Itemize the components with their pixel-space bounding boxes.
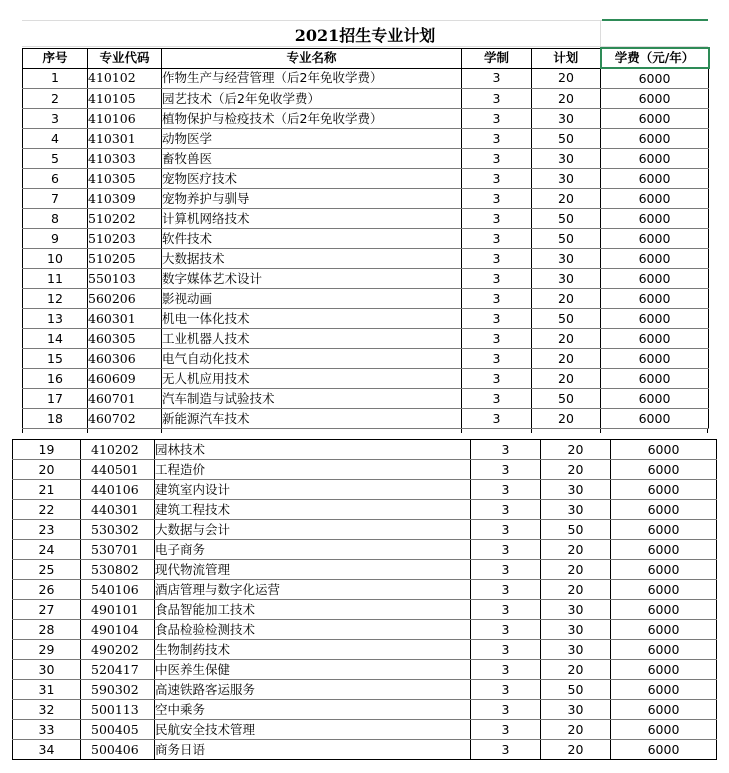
cell-seq[interactable]: 21 xyxy=(13,480,81,500)
table-row xyxy=(23,389,709,409)
cell-name[interactable]: 无人机应用技术 xyxy=(162,369,462,389)
cell-plan[interactable]: 50 xyxy=(532,129,601,149)
cell-name[interactable]: 食品智能加工技术 xyxy=(155,600,471,620)
table-row xyxy=(13,480,717,500)
plan-table-bottom xyxy=(12,439,717,760)
cell-fee[interactable]: 6000 xyxy=(601,189,709,209)
cell-code[interactable]: 410105 xyxy=(88,89,162,109)
cell-years[interactable]: 3 xyxy=(462,68,532,89)
cell-name[interactable]: 大数据与会计 xyxy=(155,520,471,540)
cell-seq[interactable]: 18 xyxy=(23,409,88,429)
cell-plan[interactable]: 20 xyxy=(532,329,601,349)
cell-fee[interactable]: 6000 xyxy=(601,289,709,309)
cell-seq[interactable]: 20 xyxy=(13,460,81,480)
cell-plan[interactable]: 20 xyxy=(541,580,611,600)
cell-code[interactable]: 460609 xyxy=(88,369,162,389)
cell-seq[interactable]: 1 xyxy=(23,68,88,89)
table-row xyxy=(13,640,717,660)
cell-fee[interactable]: 6000 xyxy=(611,460,717,480)
cell-fee[interactable]: 6000 xyxy=(601,409,709,429)
table-row xyxy=(23,229,709,249)
cell-seq[interactable]: 31 xyxy=(13,680,81,700)
cell-years[interactable]: 3 xyxy=(471,740,541,760)
cell-code[interactable]: 540106 xyxy=(81,580,155,600)
cell-fee[interactable]: 6000 xyxy=(601,329,709,349)
cell-plan[interactable]: 20 xyxy=(541,740,611,760)
cell-seq[interactable]: 17 xyxy=(23,389,88,409)
cell-name[interactable]: 电气自动化技术 xyxy=(162,349,462,369)
cell-name[interactable]: 园艺技术（后2年免收学费） xyxy=(162,89,462,109)
cell-plan[interactable]: 50 xyxy=(532,229,601,249)
cell-fee[interactable]: 6000 xyxy=(601,369,709,389)
cell-plan[interactable]: 20 xyxy=(532,409,601,429)
cell-plan[interactable]: 20 xyxy=(532,369,601,389)
cell-seq[interactable]: 12 xyxy=(23,289,88,309)
cell-seq[interactable]: 13 xyxy=(23,309,88,329)
cell-code[interactable]: 550103 xyxy=(88,269,162,289)
cell-fee[interactable]: 6000 xyxy=(611,660,717,680)
cell-fee[interactable]: 6000 xyxy=(611,520,717,540)
cell-years[interactable]: 3 xyxy=(471,720,541,740)
cell-plan[interactable]: 30 xyxy=(532,149,601,169)
cell-years[interactable]: 3 xyxy=(471,460,541,480)
cell-code[interactable]: 460702 xyxy=(88,409,162,429)
cell-plan[interactable]: 20 xyxy=(541,460,611,480)
cell-years[interactable]: 3 xyxy=(462,189,532,209)
cell-name[interactable]: 现代物流管理 xyxy=(155,560,471,580)
header-years[interactable]: 学制 xyxy=(462,48,532,68)
cell-code[interactable]: 440301 xyxy=(81,500,155,520)
cell-plan[interactable]: 20 xyxy=(541,560,611,580)
truncated-row-edge xyxy=(22,429,708,433)
cell-years[interactable]: 3 xyxy=(471,440,541,460)
cell-seq[interactable]: 15 xyxy=(23,349,88,369)
header-row xyxy=(23,48,709,68)
cell-fee[interactable]: 6000 xyxy=(611,700,717,720)
cell-fee[interactable]: 6000 xyxy=(611,580,717,600)
table-row xyxy=(23,189,709,209)
table-row xyxy=(13,720,717,740)
cell-fee[interactable]: 6000 xyxy=(601,269,709,289)
cell-name[interactable]: 商务日语 xyxy=(155,740,471,760)
cell-plan[interactable]: 50 xyxy=(541,520,611,540)
cell-name[interactable]: 宠物养护与驯导 xyxy=(162,189,462,209)
cell-code[interactable]: 490104 xyxy=(81,620,155,640)
cell-fee[interactable]: 6000 xyxy=(611,740,717,760)
cell-plan[interactable]: 30 xyxy=(541,620,611,640)
sheet-title: 2021招生专业计划 xyxy=(294,26,436,45)
cell-code[interactable]: 530802 xyxy=(81,560,155,580)
cell-seq[interactable]: 19 xyxy=(13,440,81,460)
cell-fee[interactable]: 6000 xyxy=(611,440,717,460)
cell-plan[interactable]: 20 xyxy=(541,540,611,560)
cell-seq[interactable]: 4 xyxy=(23,129,88,149)
cell-years[interactable]: 3 xyxy=(462,329,532,349)
cell-name[interactable]: 畜牧兽医 xyxy=(162,149,462,169)
cell-years[interactable]: 3 xyxy=(471,500,541,520)
cell-seq[interactable]: 5 xyxy=(23,149,88,169)
cell-code[interactable]: 560206 xyxy=(88,289,162,309)
header-seq[interactable]: 序号 xyxy=(23,48,88,68)
cell-seq[interactable]: 30 xyxy=(13,660,81,680)
table-row xyxy=(23,169,709,189)
cell-fee[interactable]: 6000 xyxy=(611,620,717,640)
cell-name[interactable]: 新能源汽车技术 xyxy=(162,409,462,429)
cell-name[interactable]: 酒店管理与数字化运营 xyxy=(155,580,471,600)
cell-plan[interactable]: 20 xyxy=(532,289,601,309)
cell-name[interactable]: 大数据技术 xyxy=(162,249,462,269)
cell-code[interactable]: 520417 xyxy=(81,660,155,680)
cell-years[interactable]: 3 xyxy=(471,580,541,600)
cell-seq[interactable]: 27 xyxy=(13,600,81,620)
cell-years[interactable]: 3 xyxy=(471,600,541,620)
cell-name[interactable]: 工业机器人技术 xyxy=(162,329,462,349)
cell-years[interactable]: 3 xyxy=(462,229,532,249)
cell-seq[interactable]: 14 xyxy=(23,329,88,349)
cell-seq[interactable]: 6 xyxy=(23,169,88,189)
top-sheet xyxy=(22,20,708,433)
cell-years[interactable]: 3 xyxy=(462,309,532,329)
cell-seq[interactable]: 7 xyxy=(23,189,88,209)
cell-plan[interactable]: 50 xyxy=(541,680,611,700)
cell-fee[interactable]: 6000 xyxy=(601,309,709,329)
cell-code[interactable]: 410106 xyxy=(88,109,162,129)
cell-name[interactable]: 食品检验检测技术 xyxy=(155,620,471,640)
cell-seq[interactable]: 26 xyxy=(13,580,81,600)
cell-seq[interactable]: 33 xyxy=(13,720,81,740)
cell-years[interactable]: 3 xyxy=(462,109,532,129)
cell-plan[interactable]: 50 xyxy=(532,389,601,409)
cell-plan[interactable]: 50 xyxy=(532,209,601,229)
cell-plan[interactable]: 30 xyxy=(532,269,601,289)
cell-plan[interactable]: 30 xyxy=(541,700,611,720)
cell-years[interactable]: 3 xyxy=(462,409,532,429)
cell-years[interactable]: 3 xyxy=(462,269,532,289)
table-row xyxy=(13,440,717,460)
title-divider xyxy=(600,21,601,46)
cell-code[interactable]: 500113 xyxy=(81,700,155,720)
header-plan[interactable]: 计划 xyxy=(532,48,601,68)
cell-plan[interactable]: 30 xyxy=(541,480,611,500)
cell-name[interactable]: 工程造价 xyxy=(155,460,471,480)
cell-plan[interactable]: 30 xyxy=(532,249,601,269)
cell-seq[interactable]: 9 xyxy=(23,229,88,249)
table-row xyxy=(23,109,709,129)
cell-years[interactable]: 3 xyxy=(471,700,541,720)
cell-years[interactable]: 3 xyxy=(471,620,541,640)
cell-plan[interactable]: 20 xyxy=(532,189,601,209)
title-row xyxy=(22,20,708,47)
cell-fee[interactable]: 6000 xyxy=(601,249,709,269)
cell-seq[interactable]: 8 xyxy=(23,209,88,229)
cell-fee[interactable]: 6000 xyxy=(601,109,709,129)
cell-code[interactable]: 490202 xyxy=(81,640,155,660)
cell-seq[interactable]: 24 xyxy=(13,540,81,560)
table-row xyxy=(13,520,717,540)
table-row xyxy=(13,600,717,620)
cell-fee[interactable]: 6000 xyxy=(601,129,709,149)
cell-years[interactable]: 3 xyxy=(462,249,532,269)
cell-code[interactable]: 500406 xyxy=(81,740,155,760)
cell-plan[interactable]: 30 xyxy=(541,640,611,660)
cell-selection-marker xyxy=(602,19,708,21)
cell-fee[interactable]: 6000 xyxy=(601,349,709,369)
cell-fee[interactable]: 6000 xyxy=(611,600,717,620)
cell-plan[interactable]: 20 xyxy=(532,68,601,89)
table-row xyxy=(23,249,709,269)
table-row xyxy=(23,209,709,229)
cell-code[interactable]: 490101 xyxy=(81,600,155,620)
cell-code[interactable]: 460701 xyxy=(88,389,162,409)
table-row xyxy=(13,620,717,640)
cell-code[interactable]: 440106 xyxy=(81,480,155,500)
table-row xyxy=(23,329,709,349)
cell-name[interactable]: 中医养生保健 xyxy=(155,660,471,680)
cell-fee[interactable]: 6000 xyxy=(601,389,709,409)
table-row xyxy=(23,409,709,429)
cell-seq[interactable]: 11 xyxy=(23,269,88,289)
cell-name[interactable]: 汽车制造与试验技术 xyxy=(162,389,462,409)
cell-years[interactable]: 3 xyxy=(471,560,541,580)
cell-seq[interactable]: 2 xyxy=(23,89,88,109)
cell-name[interactable]: 动物医学 xyxy=(162,129,462,149)
cell-fee[interactable]: 6000 xyxy=(601,89,709,109)
cell-name[interactable]: 高速铁路客运服务 xyxy=(155,680,471,700)
cell-code[interactable]: 460306 xyxy=(88,349,162,369)
cell-name[interactable]: 建筑工程技术 xyxy=(155,500,471,520)
cell-plan[interactable]: 50 xyxy=(532,309,601,329)
cell-fee[interactable]: 6000 xyxy=(611,560,717,580)
cell-plan[interactable]: 30 xyxy=(532,169,601,189)
cell-code[interactable]: 410301 xyxy=(88,129,162,149)
table-row xyxy=(13,500,717,520)
header-code[interactable]: 专业代码 xyxy=(88,48,162,68)
cell-years[interactable]: 3 xyxy=(471,640,541,660)
cell-code[interactable]: 530701 xyxy=(81,540,155,560)
cell-fee[interactable]: 6000 xyxy=(611,540,717,560)
cell-code[interactable]: 500405 xyxy=(81,720,155,740)
table-row xyxy=(23,269,709,289)
cell-seq[interactable]: 34 xyxy=(13,740,81,760)
cell-seq[interactable]: 16 xyxy=(23,369,88,389)
table-row xyxy=(13,540,717,560)
cell-name[interactable]: 宠物医疗技术 xyxy=(162,169,462,189)
cell-code[interactable]: 410305 xyxy=(88,169,162,189)
cell-years[interactable]: 3 xyxy=(462,89,532,109)
cell-seq[interactable]: 22 xyxy=(13,500,81,520)
cell-code[interactable]: 510202 xyxy=(88,209,162,229)
table-row xyxy=(13,700,717,720)
cell-code[interactable]: 460301 xyxy=(88,309,162,329)
table-row xyxy=(23,289,709,309)
cell-name[interactable]: 电子商务 xyxy=(155,540,471,560)
cell-name[interactable]: 作物生产与经营管理（后2年免收学费） xyxy=(162,68,462,89)
cell-seq[interactable]: 3 xyxy=(23,109,88,129)
table-row xyxy=(23,68,709,89)
cell-code[interactable]: 440501 xyxy=(81,460,155,480)
cell-years[interactable]: 3 xyxy=(462,389,532,409)
cell-fee[interactable]: 6000 xyxy=(611,480,717,500)
cell-years[interactable]: 3 xyxy=(471,480,541,500)
cell-fee[interactable]: 6000 xyxy=(601,209,709,229)
table-row xyxy=(13,680,717,700)
cell-code[interactable]: 590302 xyxy=(81,680,155,700)
cell-fee[interactable]: 6000 xyxy=(611,680,717,700)
header-name[interactable]: 专业名称 xyxy=(162,48,462,68)
cell-code[interactable]: 410102 xyxy=(88,68,162,89)
cell-years[interactable]: 3 xyxy=(462,149,532,169)
cell-plan[interactable]: 20 xyxy=(532,349,601,369)
cell-plan[interactable]: 20 xyxy=(541,720,611,740)
cell-fee[interactable]: 6000 xyxy=(601,229,709,249)
cell-code[interactable]: 510203 xyxy=(88,229,162,249)
cell-name[interactable]: 园林技术 xyxy=(155,440,471,460)
cell-name[interactable]: 生物制药技术 xyxy=(155,640,471,660)
cell-seq[interactable]: 25 xyxy=(13,560,81,580)
bottom-sheet xyxy=(12,439,716,760)
table-row xyxy=(23,309,709,329)
cell-code[interactable]: 530302 xyxy=(81,520,155,540)
cell-name[interactable]: 计算机网络技术 xyxy=(162,209,462,229)
cell-years[interactable]: 3 xyxy=(462,289,532,309)
cell-code[interactable]: 410309 xyxy=(88,189,162,209)
cell-years[interactable]: 3 xyxy=(462,209,532,229)
cell-seq[interactable]: 32 xyxy=(13,700,81,720)
cell-seq[interactable]: 28 xyxy=(13,620,81,640)
table-row xyxy=(23,349,709,369)
table-row xyxy=(23,89,709,109)
cell-seq[interactable]: 23 xyxy=(13,520,81,540)
cell-code[interactable]: 460305 xyxy=(88,329,162,349)
table-row xyxy=(13,740,717,760)
cell-code[interactable]: 510205 xyxy=(88,249,162,269)
table-row xyxy=(13,660,717,680)
cell-fee[interactable]: 6000 xyxy=(611,720,717,740)
cell-years[interactable]: 3 xyxy=(462,349,532,369)
table-row xyxy=(13,560,717,580)
cell-code[interactable]: 410202 xyxy=(81,440,155,460)
cell-name[interactable]: 民航安全技术管理 xyxy=(155,720,471,740)
cell-name[interactable]: 软件技术 xyxy=(162,229,462,249)
cell-plan[interactable]: 20 xyxy=(541,660,611,680)
cell-years[interactable]: 3 xyxy=(471,660,541,680)
cell-fee[interactable]: 6000 xyxy=(611,500,717,520)
cell-name[interactable]: 影视动画 xyxy=(162,289,462,309)
cell-years[interactable]: 3 xyxy=(462,169,532,189)
cell-fee[interactable]: 6000 xyxy=(601,169,709,189)
cell-fee[interactable]: 6000 xyxy=(611,640,717,660)
cell-years[interactable]: 3 xyxy=(471,680,541,700)
cell-fee[interactable]: 6000 xyxy=(601,68,709,89)
cell-years[interactable]: 3 xyxy=(462,129,532,149)
cell-plan[interactable]: 20 xyxy=(541,440,611,460)
cell-years[interactable]: 3 xyxy=(462,369,532,389)
cell-seq[interactable]: 29 xyxy=(13,640,81,660)
cell-fee[interactable]: 6000 xyxy=(601,149,709,169)
cell-name[interactable]: 空中乘务 xyxy=(155,700,471,720)
header-fee-selected[interactable]: 学费（元/年） xyxy=(601,48,709,68)
cell-name[interactable]: 植物保护与检疫技术（后2年免收学费） xyxy=(162,109,462,129)
table-row xyxy=(23,369,709,389)
cell-name[interactable]: 数字媒体艺术设计 xyxy=(162,269,462,289)
cell-years[interactable]: 3 xyxy=(471,540,541,560)
cell-plan[interactable]: 30 xyxy=(541,500,611,520)
cell-plan[interactable]: 20 xyxy=(532,89,601,109)
cell-name[interactable]: 机电一体化技术 xyxy=(162,309,462,329)
cell-seq[interactable]: 10 xyxy=(23,249,88,269)
table-row xyxy=(13,460,717,480)
cell-plan[interactable]: 30 xyxy=(532,109,601,129)
cell-code[interactable]: 410303 xyxy=(88,149,162,169)
plan-table-top xyxy=(22,47,710,429)
table-row xyxy=(23,149,709,169)
table-row xyxy=(13,580,717,600)
cell-years[interactable]: 3 xyxy=(471,520,541,540)
table-row xyxy=(23,129,709,149)
cell-name[interactable]: 建筑室内设计 xyxy=(155,480,471,500)
cell-plan[interactable]: 30 xyxy=(541,600,611,620)
